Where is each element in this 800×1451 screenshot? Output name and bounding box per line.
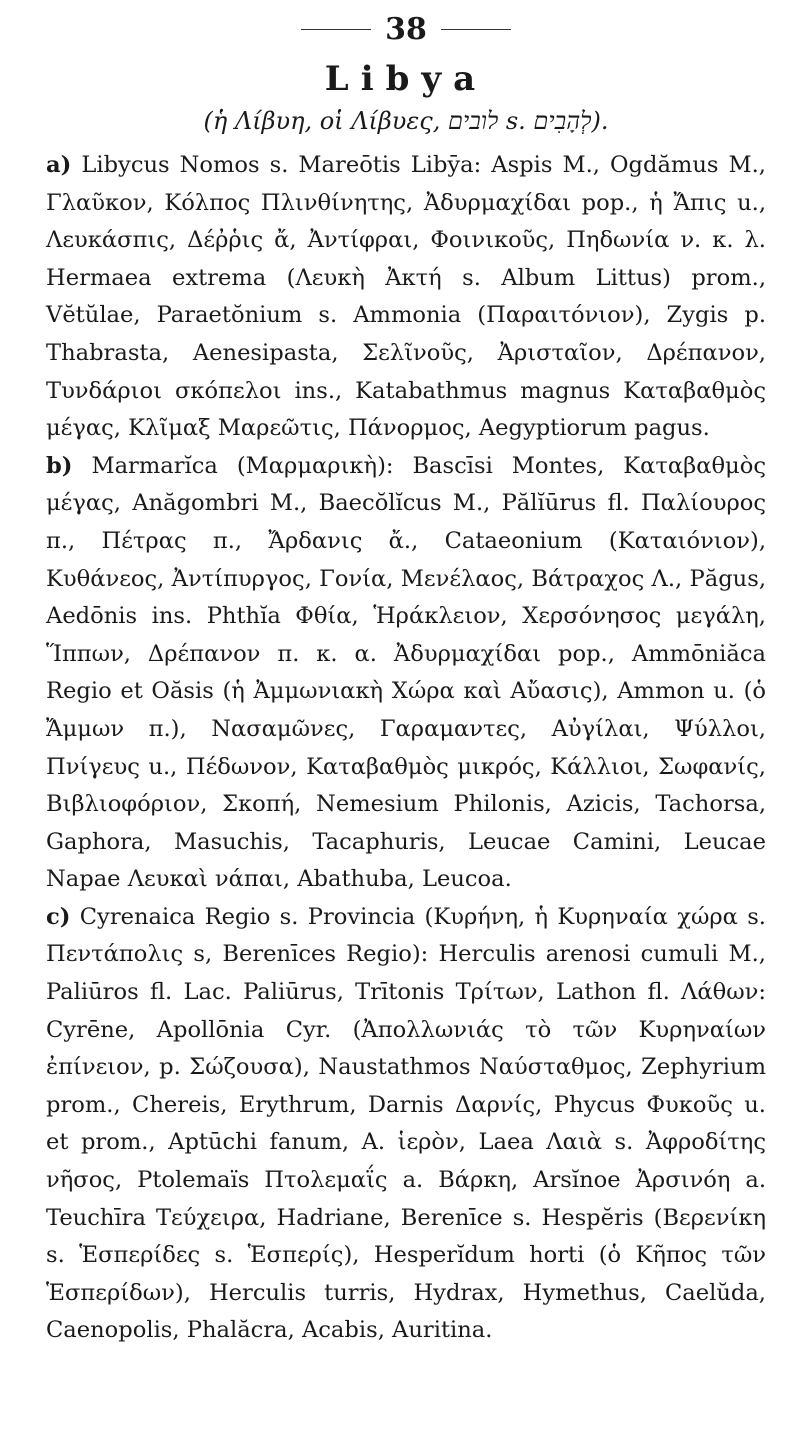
- section-a-label: a): [46, 152, 72, 178]
- page-title: Libya: [324, 59, 488, 99]
- section-c-text: Cyrenaica Regio s. Provincia (Κυρήνη, ἡ Κυρηναία χώρα s. Πεντάπολις s, Berenīces Regio): Herculis arenosi cumuli M., Paliūros fl. Lac. Paliūrus, Trītonis Τρίτων, Lathon fl. Λάθων: Cyrēne, Apollōnia Cyr. (Ἀπολλωνιάς τὸ τῶν Κυρηναίων ἐπίνειον, p. Σώζουσα), Naustathmos Ναύσταθμος, Zephyrium prom., Chereis, Erythrum, Darnis Δαρνίς, Phycus Φυκοῦς u. et prom., Aptūchi fanum, Α. ἱερὸν, Laea Λαιὰ s. Ἀφροδίτης νῆσος, Ptolemaïs Πτολεμαΐς a. Βάρκη, Arsĭnoe Ἀρσινόη a. Teuchīra Τεύχειρα, Hadriane, Berenīce s. Hespĕris (Βερενίκη s. Ἑσπερίδες s. Ἑσπερίς), Hesperĭdum horti (ὁ Κῆπος τῶν Ἑσπερίδων), Herculis turris, Hydrax, Hymethus, Caelŭda, Caenopolis, Phalăcra, Acabis, Auritina.: [46, 903, 766, 1344]
- section-c: [46, 899, 766, 1350]
- section-b-label: b): [46, 452, 73, 479]
- page-number: 38: [385, 12, 427, 47]
- page-header: [46, 12, 766, 47]
- section-b: [46, 448, 766, 899]
- section-a-text: Libycus Nomos s. Mareōtis Libȳa: Aspis M., Ogdămus M., Γλαῦκον, Κόλπος Πλινθίνητης, Ἀδυρμαχίδαι pop., ἡ Ἄπις u., Λευκάσπις, Δέῤῥις ἄ, Ἀντίφραι, Φοινικοῦς, Πηδωνία ν. κ. λ. Hermaea extrema (Λευκὴ Ἀκτή s. Album Littus) prom., Vĕtŭlae, Paraetŏnium s. Ammonia (Παραιτόνιον), Zygis p. Thabrasta, Aenesipasta, Σελῖνοῦς, Ἀρισταῖον, Δρέπανον, Τυνδάριοι σκόπελοι ins., Katabathmus magnus Καταβαθμὸς μέγας, Κλῖμαξ Μαρεῶτις, Πάνορμος, Aegyptiorum pagus.: [46, 152, 766, 442]
- left-rule: [301, 29, 371, 30]
- page-subtitle: (ἡ Λίβυη, οἱ Λίβυες, לובים s. לְהָבִים).: [203, 107, 609, 135]
- section-c-label: c): [46, 903, 71, 930]
- section-b-text: Marmarĭca (Μαρμαρικὴ): Bascīsi Montes, Καταβαθμὸς μέγας, Anăgombri M., Baecŏlĭcus M., Pălĭūrus fl. Παλίουρος π., Πέτρας π., Ἄρδανις ἄ., Cataeonium (Καταιόνιον), Κυθάνεος, Ἀντίπυργος, Γονία, Μενέλαος, Βάτραχος Λ., Păgus, Aedōnis ins. Phthĭa Φθία, Ἡράκλειον, Χερσόνησος μεγάλη, Ἵππων, Δρέπανον π. κ. α. Ἀδυρμαχίδαι pop., Ammōniăca Regio et Oăsis (ἡ Ἀμμωνιακὴ Χώρα καὶ Αὔασις), Ammon u. (ὁ Ἄμμων π.), Νασαμῶνες, Γαραμαντες, Αὐγίλαι, Ψύλλοι, Πνίγευς u., Πέδωνον, Καταβαθμὸς μικρός, Κάλλιοι, Σωφανίς, Βιβλιοφόριον, Σκοπή, Nemesium Philonis, Azicis, Tachorsa, Gaphora, Masuchis, Tacaphuris, Leucae Camini, Leucae Napae Λευκαὶ νάπαι, Abathuba, Leucoa.: [46, 452, 766, 893]
- section-a: [46, 147, 766, 448]
- right-rule: [441, 29, 511, 30]
